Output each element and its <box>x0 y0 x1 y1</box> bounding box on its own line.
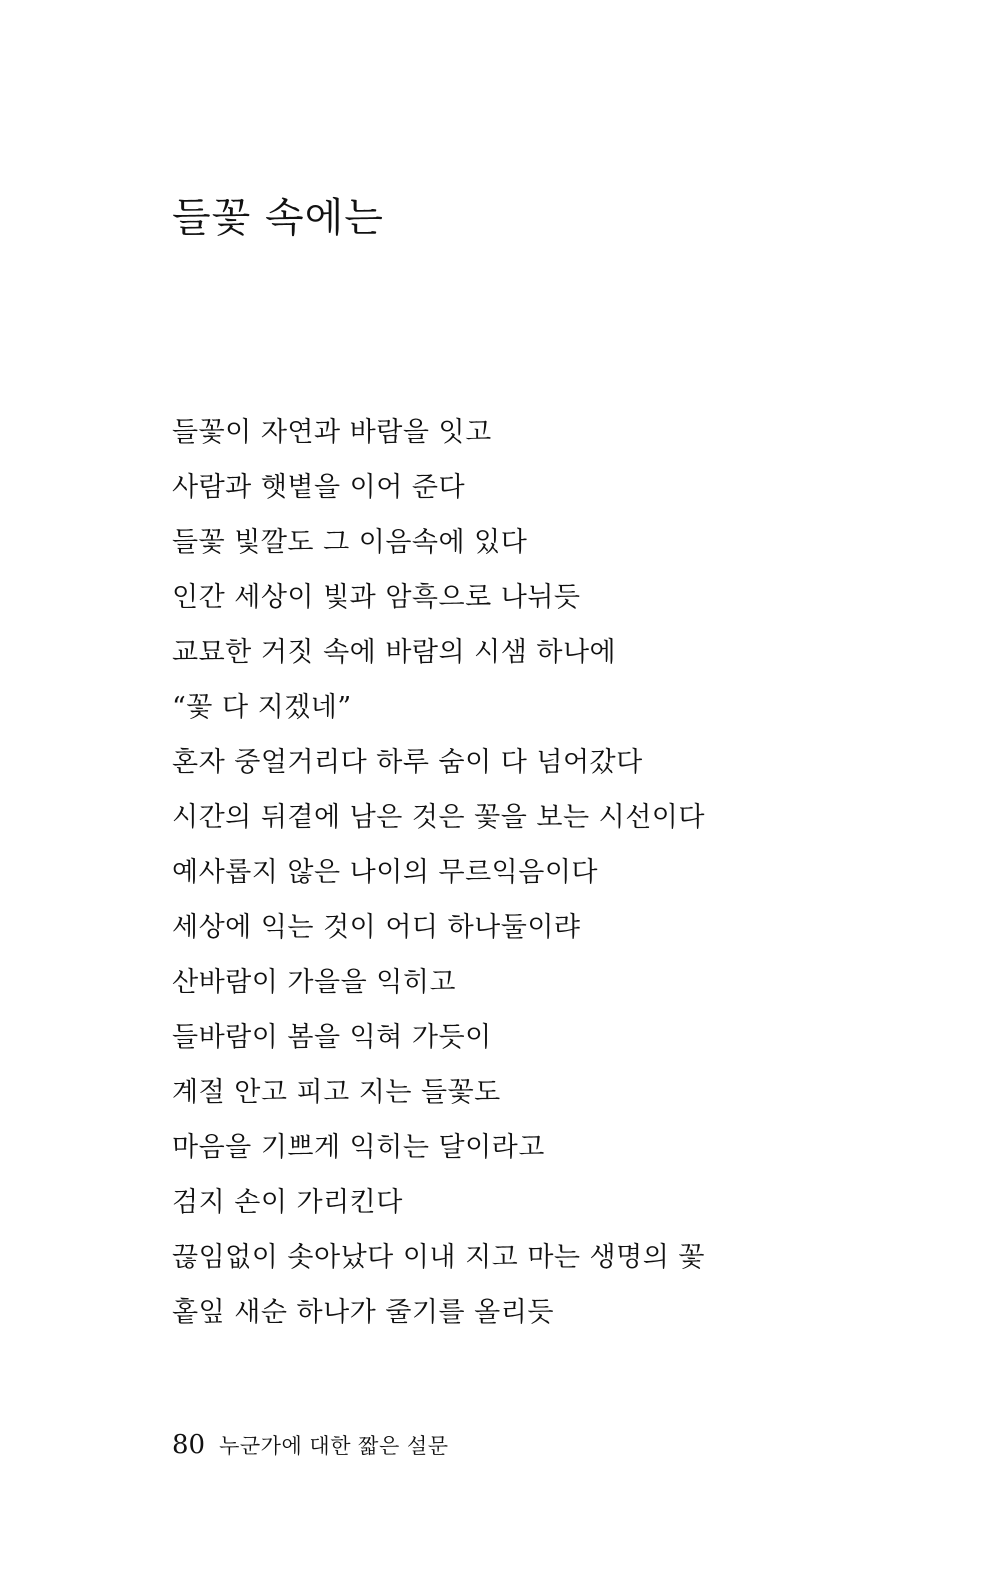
poem-line: 계절 안고 피고 지는 들꽃도 <box>172 1077 501 1108</box>
running-book-title: 누군가에 대한 짧은 설문 <box>219 1434 449 1458</box>
page-number: 80 <box>172 1430 206 1460</box>
page-footer <box>172 1430 448 1470</box>
poem-line: 인간 세상이 빛과 암흑으로 나뉘듯 <box>172 582 581 613</box>
poem-line: 세상에 익는 것이 어디 하나둘이랴 <box>172 912 581 943</box>
poem-line: 산바람이 가을을 익히고 <box>172 967 456 998</box>
poem-line: 마음을 기쁘게 익히는 달이라고 <box>172 1132 545 1163</box>
poem-line: “꽃 다 지겠네” <box>172 692 352 723</box>
poem-line: 들꽃 빛깔도 그 이음속에 있다 <box>172 527 528 558</box>
poem-line: 시간의 뒤곁에 남은 것은 꽃을 보는 시선이다 <box>172 802 705 833</box>
poem-line: 들꽃이 자연과 바람을 잇고 <box>172 417 492 448</box>
poem-line: 사람과 햇볕을 이어 준다 <box>172 472 466 503</box>
poem-line: 교묘한 거짓 속에 바람의 시샘 하나에 <box>172 637 617 668</box>
poem-line: 들바람이 봄을 익혀 가듯이 <box>172 1022 492 1053</box>
poem-body <box>172 405 705 1340</box>
poem-line: 예사롭지 않은 나이의 무르익음이다 <box>172 857 598 888</box>
poem-title: 들꽃 속에는 <box>172 195 384 241</box>
poem-line: 혼자 중얼거리다 하루 숨이 다 넘어갔다 <box>172 747 643 778</box>
poem-line: 검지 손이 가리킨다 <box>172 1187 403 1218</box>
poem-line: 끊임없이 솟아났다 이내 지고 마는 생명의 꽃 <box>172 1242 705 1273</box>
poem-line: 홑잎 새순 하나가 줄기를 올리듯 <box>172 1297 554 1328</box>
